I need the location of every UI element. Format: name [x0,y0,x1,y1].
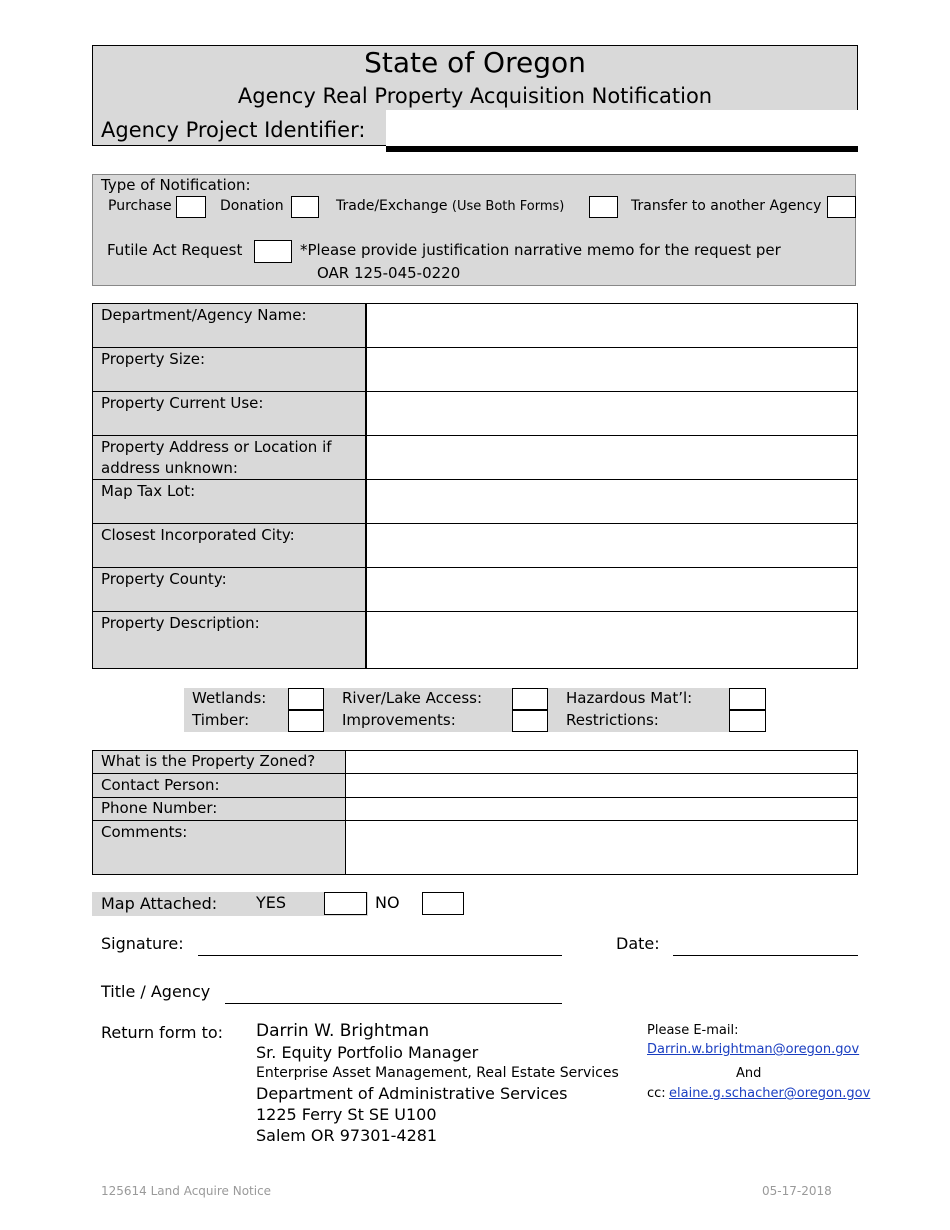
return-address [256,1020,619,1146]
map-no-label: NO [375,893,400,912]
improvements-checkbox[interactable] [512,710,548,732]
trade-checkbox[interactable] [589,196,618,218]
purchase-checkbox[interactable] [176,196,206,218]
county-label: Property County: [101,570,227,588]
zoning-input[interactable] [347,751,856,772]
table-row-divider [92,435,858,436]
department-input[interactable] [368,305,856,346]
primary-email-link[interactable]: Darrin.w.brightman@oregon.gov [647,1042,860,1057]
futile-note-1: *Please provide justification narrative memo for the request per [300,241,781,259]
return-department: Department of Administrative Services [256,1084,568,1103]
phone-input[interactable] [347,798,856,819]
address-input[interactable] [368,437,856,478]
return-city: Salem OR 97301-4281 [256,1126,438,1145]
contact-person-label: Contact Person: [101,776,220,794]
table-row-divider [92,611,858,612]
hazardous-label: Hazardous Mat’l: [566,689,693,707]
transfer-label: Transfer to another Agency [631,198,822,214]
return-name: Darrin W. Brightman [256,1021,430,1041]
tax-lot-input[interactable] [368,481,856,522]
project-id-label: Agency Project Identifier: [101,118,366,142]
footer-date: 05-17-2018 [762,1184,832,1198]
property-size-label: Property Size: [101,350,206,368]
return-label: Return form to: [101,1023,224,1042]
date-label: Date: [616,934,660,953]
title-agency-label: Title / Agency [101,982,211,1001]
county-input[interactable] [368,569,856,610]
table-row-divider [92,773,858,774]
description-input[interactable] [368,613,856,667]
cc-label: cc: [647,1086,666,1101]
table-row-divider [92,820,858,821]
table-row-divider [92,391,858,392]
wetlands-label: Wetlands: [192,689,267,707]
property-size-input[interactable] [368,349,856,390]
river-label: River/Lake Access: [342,689,483,707]
river-checkbox[interactable] [512,688,548,710]
signature-label: Signature: [101,934,184,953]
futile-note-2: OAR 125-045-0220 [317,264,461,282]
title-agency-line[interactable] [225,983,562,1004]
purchase-label: Purchase [108,198,172,214]
current-use-input[interactable] [368,393,856,434]
donation-checkbox[interactable] [291,196,319,218]
email-prompt: Please E-mail: [647,1023,739,1038]
address-label-line2: address unknown: [101,459,238,477]
signature-line[interactable] [198,935,562,956]
table-row-divider [92,567,858,568]
wetlands-checkbox[interactable] [288,688,324,710]
table-row-divider [92,479,858,480]
property-column-divider [365,303,367,669]
page-subtitle: Agency Real Property Acquisition Notification [237,84,713,108]
restrictions-checkbox[interactable] [729,710,766,732]
return-division: Enterprise Asset Management, Real Estate Services [256,1065,619,1081]
trade-label-text: Trade/Exchange [336,198,448,214]
timber-checkbox[interactable] [288,710,324,732]
return-street: 1225 Ferry St SE U100 [256,1105,437,1124]
tax-lot-label: Map Tax Lot: [101,482,196,500]
hazardous-checkbox[interactable] [729,688,766,710]
futile-label: Futile Act Request [107,241,243,259]
trade-label [336,197,564,216]
contact-column-divider [345,750,346,875]
comments-label: Comments: [101,823,188,841]
trade-note: (Use Both Forms) [451,199,565,214]
description-label: Property Description: [101,614,260,632]
address-label: Property Address or Location if [101,438,332,456]
transfer-checkbox[interactable] [827,196,856,218]
map-yes-label: YES [256,893,287,912]
futile-checkbox[interactable] [254,240,292,263]
comments-input[interactable] [347,822,856,873]
timber-label: Timber: [192,711,250,729]
project-id-input[interactable] [386,110,858,152]
cc-email-link[interactable]: elaine.g.schacher@oregon.gov [669,1086,871,1101]
zoning-label: What is the Property Zoned? [101,752,316,770]
map-no-checkbox[interactable] [422,892,464,915]
city-input[interactable] [368,525,856,566]
table-row-divider [92,347,858,348]
date-line[interactable] [673,935,858,956]
contact-person-input[interactable] [347,775,856,796]
map-attached-label: Map Attached: [101,894,218,913]
phone-label: Phone Number: [101,799,218,817]
email-and: And [736,1066,762,1081]
notification-heading: Type of Notification: [101,176,251,194]
page-title: State of Oregon [364,46,586,79]
restrictions-label: Restrictions: [566,711,659,729]
donation-label: Donation [220,198,284,214]
footer-form-id: 125614 Land Acquire Notice [101,1184,272,1198]
department-label: Department/Agency Name: [101,306,307,324]
city-label: Closest Incorporated City: [101,526,295,544]
return-role: Sr. Equity Portfolio Manager [256,1043,479,1062]
map-yes-checkbox[interactable] [324,892,367,915]
current-use-label: Property Current Use: [101,394,264,412]
improvements-label: Improvements: [342,711,456,729]
table-row-divider [92,523,858,524]
